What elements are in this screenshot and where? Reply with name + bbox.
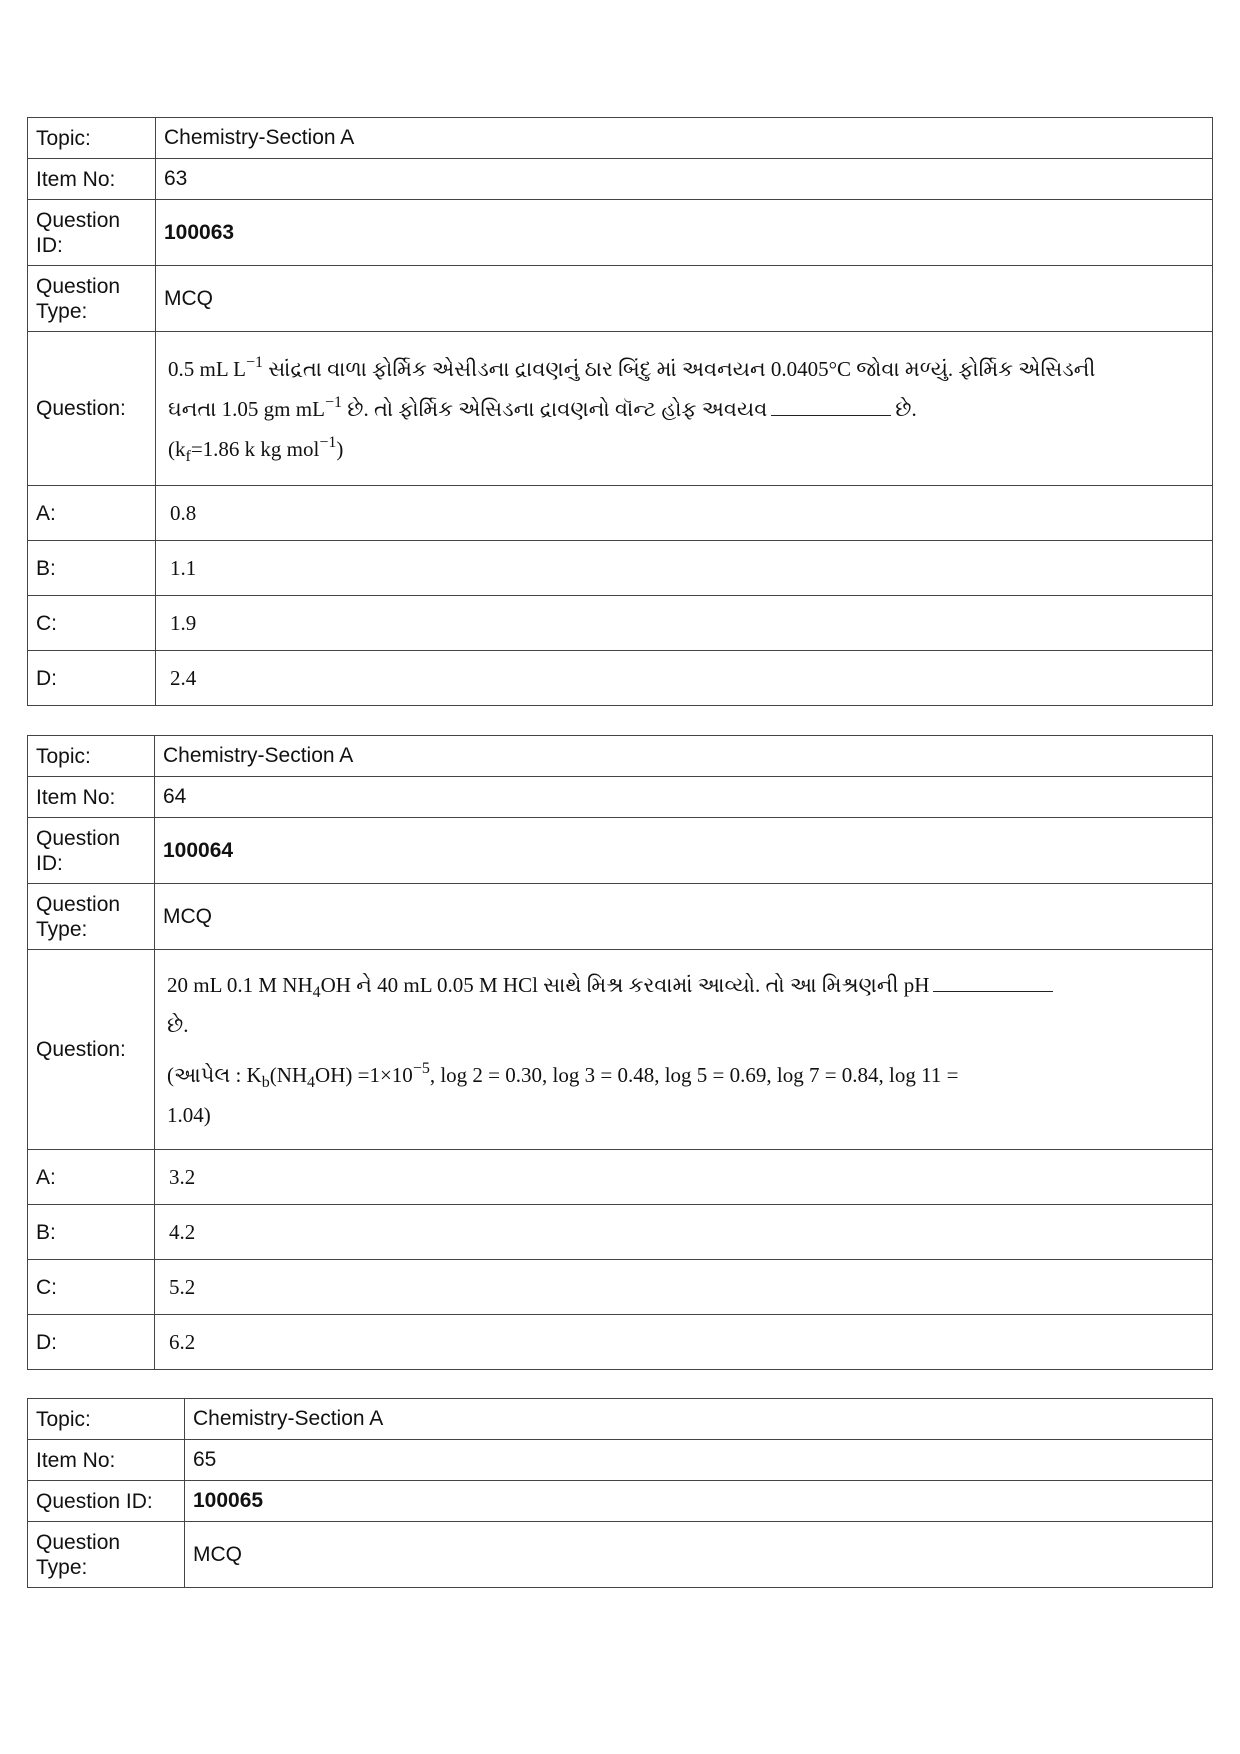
question-type-label: Question Type: <box>28 266 156 332</box>
topic-row <box>28 1399 1213 1440</box>
question-id-label: Question ID: <box>28 818 155 884</box>
question-id-row <box>28 1481 1213 1522</box>
question-id-value: 100063 <box>156 200 1213 266</box>
option-row <box>28 486 1213 541</box>
option-label: A: <box>28 486 156 541</box>
option-d: 6.2 <box>155 1315 1213 1370</box>
item-no-value: 63 <box>156 159 1213 200</box>
question-id-label: Question ID: <box>28 200 156 266</box>
topic-row <box>28 736 1213 777</box>
option-label: A: <box>28 1150 155 1205</box>
option-label: D: <box>28 1315 155 1370</box>
option-row <box>28 596 1213 651</box>
option-label: B: <box>28 541 156 596</box>
question-id-row <box>28 200 1213 266</box>
question-line: 0.5 mL $L^{-1}$ સાંદ્રતા વાળા ફોર્મિક એસીડના દ્રાવણનું ઠાર બિંદુ માં અવનયન 0.0405°C જોવા મળ્યું. ફોર્મિક એસિડની <box>168 353 1096 381</box>
question-line: 1.04) <box>167 1102 211 1127</box>
option-a: 0.8 <box>156 486 1213 541</box>
question-id-value: 100065 <box>185 1481 1213 1522</box>
question-type-label: Question Type: <box>28 1522 185 1588</box>
question-table-63 <box>27 117 1213 706</box>
question-label: Question: <box>28 950 155 1150</box>
option-label: B: <box>28 1205 155 1260</box>
question-id-label: Question ID: <box>28 1481 185 1522</box>
option-a: 3.2 <box>155 1150 1213 1205</box>
item-no-label: Item No: <box>28 1440 185 1481</box>
option-c: 1.9 <box>156 596 1213 651</box>
question-text <box>156 332 1213 486</box>
question-table-64 <box>27 735 1213 1370</box>
answer-blank <box>771 414 891 416</box>
question-type-row <box>28 1522 1213 1588</box>
question-line: છે. <box>167 1012 189 1037</box>
question-row <box>28 332 1213 486</box>
question-text <box>155 950 1213 1150</box>
item-no-value: 64 <box>155 777 1213 818</box>
topic-value: Chemistry-Section A <box>155 736 1213 777</box>
topic-row <box>28 118 1213 159</box>
option-d: 2.4 <box>156 651 1213 706</box>
question-line: 20 mL 0.1 M $NH_4OH$ ને 40 mL 0.05 M HCl સાથે મિશ્ર કરવામાં આવ્યો. તો આ મિશ્રણની pH <box>167 965 1200 1005</box>
question-type-row <box>28 266 1213 332</box>
question-type-row <box>28 884 1213 950</box>
topic-value: Chemistry-Section A <box>156 118 1213 159</box>
option-row <box>28 1260 1213 1315</box>
question-label: Question: <box>28 332 156 486</box>
option-c: 5.2 <box>155 1260 1213 1315</box>
answer-blank <box>933 990 1053 992</box>
question-id-value: 100064 <box>155 818 1213 884</box>
option-b: 4.2 <box>155 1205 1213 1260</box>
question-type-value: MCQ <box>185 1522 1213 1588</box>
question-line: ($k_f=1.86$ k kg mol$^{-1}$) <box>168 433 344 465</box>
item-no-row <box>28 1440 1213 1481</box>
item-no-row <box>28 777 1213 818</box>
question-table-65 <box>27 1398 1213 1588</box>
question-line: ઘનતા 1.05 gm $mL^{-1}$ છે. તો ફોર્મિક એસિડના દ્રાવણનો વૉન્ટ હોફ અવયવ છે. <box>168 393 917 421</box>
option-row <box>28 541 1213 596</box>
topic-label: Topic: <box>28 118 156 159</box>
question-row <box>28 950 1213 1150</box>
topic-label: Topic: <box>28 1399 185 1440</box>
option-row <box>28 1315 1213 1370</box>
question-type-value: MCQ <box>156 266 1213 332</box>
item-no-value: 65 <box>185 1440 1213 1481</box>
option-label: D: <box>28 651 156 706</box>
option-row <box>28 1205 1213 1260</box>
item-no-row <box>28 159 1213 200</box>
option-label: C: <box>28 596 156 651</box>
question-type-value: MCQ <box>155 884 1213 950</box>
option-row <box>28 1150 1213 1205</box>
item-no-label: Item No: <box>28 777 155 818</box>
topic-value: Chemistry-Section A <box>185 1399 1213 1440</box>
option-row <box>28 651 1213 706</box>
item-no-label: Item No: <box>28 159 156 200</box>
option-label: C: <box>28 1260 155 1315</box>
option-b: 1.1 <box>156 541 1213 596</box>
question-id-row <box>28 818 1213 884</box>
question-line: (આપેલ : $K_b(NH_4OH) =1\times 10^{-5}$, log 2 = 0.30, log 3 = 0.48, log 5 = 0.69, log 7 = 0.84, log 11 = <box>167 1059 959 1091</box>
topic-label: Topic: <box>28 736 155 777</box>
question-type-label: Question Type: <box>28 884 155 950</box>
